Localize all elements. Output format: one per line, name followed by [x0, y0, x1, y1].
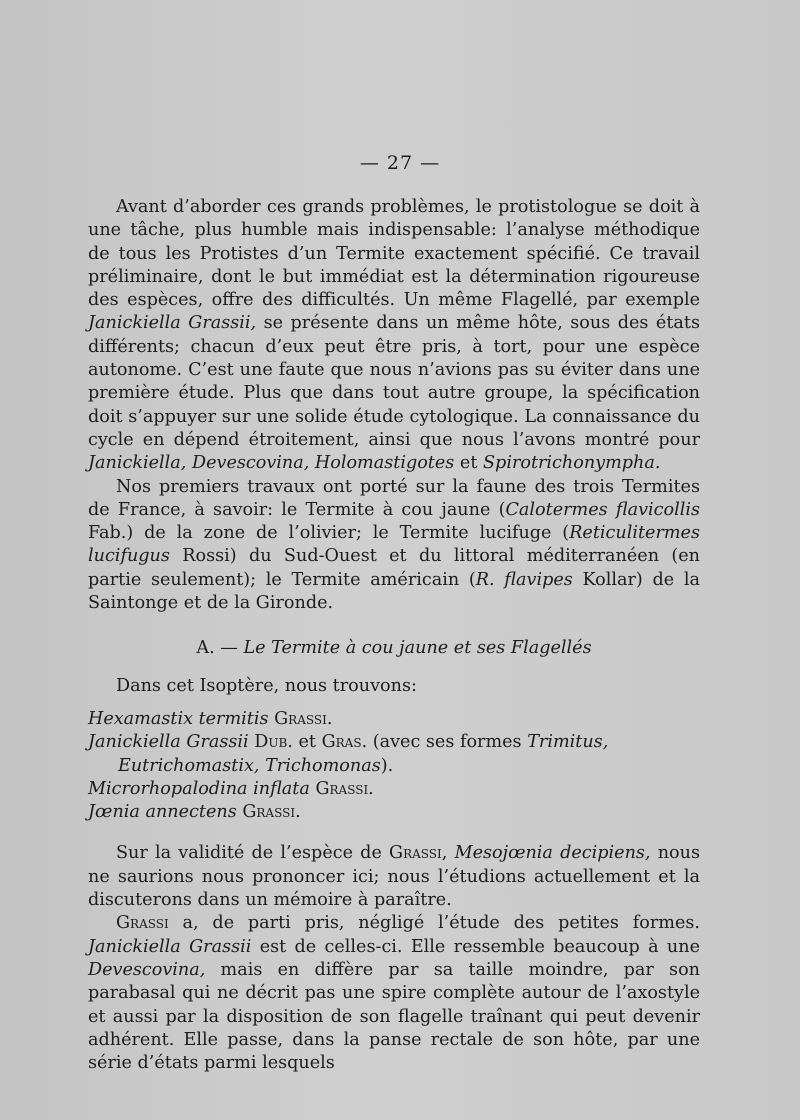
- paragraph-2: [88, 476, 700, 616]
- text-run: Sur la validité de l’espèce de: [116, 843, 390, 864]
- species-item: [88, 801, 700, 824]
- text-run: Kollar) de la Saintonge et de la Gironde.: [88, 569, 700, 614]
- text-run: se présente dans un même hôte, sous des états différents; chacun d’eux peut être pris, à tort, pour une espèce autonome. C’est une faute que nous n’avions pas su éviter dans une première étude. Plus que dans tout autre groupe, la spécification doit s’appuyer sur une solide étude cytologique. La connaissance du cycle en dépend étroitement, ainsi que nous l’avons montré pour: [88, 313, 700, 450]
- species-author: Grassi.: [242, 802, 301, 823]
- text-run: nous ne saurions nous prononcer ici; nous l’étudions actuellement et la discuterons dans un mémoire à paraître.: [88, 843, 701, 911]
- italic-run: Mesojœnia decipiens,: [454, 843, 651, 864]
- paragraph-3: [88, 842, 700, 912]
- species-name: Janickiella Grassii: [88, 732, 249, 753]
- species-author: Grassi.: [315, 778, 374, 799]
- text-run: mais en diffère par sa taille moindre, par son parabasal qui ne décrit pas une spire complète autour de l’axostyle et aussi par la disposition de son flagelle traînant qui peut devenir adhérent. Elle passe, dans la panse rectale de son hôte, par une série d’états parmi lesquels: [88, 959, 700, 1074]
- italic-run: Reticulitermes lucifugus: [88, 523, 700, 567]
- text-run: Rossi) du Sud-Ouest et du littoral méditerranéen (en partie seulement); le Termite américain (: [88, 546, 700, 590]
- text-run: Nos premiers travaux ont porté sur la faune des trois Termites de France, à savoir: le Termite à cou jaune (: [88, 476, 700, 520]
- section-title: Le Termite à cou jaune et ses Flagellés: [243, 638, 592, 659]
- text-run: [447, 843, 454, 863]
- species-name: Hexamastix termitis: [88, 708, 269, 729]
- section-letter: A. —: [196, 638, 244, 659]
- italic-run: Spirotrichonympha.: [483, 453, 661, 474]
- italic-run: Janickiella Grassii,: [88, 313, 257, 334]
- paragraph-4: [88, 912, 700, 1075]
- species-item: [88, 708, 700, 731]
- species-author: Dub.: [254, 732, 293, 753]
- text-run: et: [454, 453, 483, 474]
- paragraph-1: [88, 196, 700, 476]
- italic-run: R. flavipes: [475, 569, 573, 590]
- species-name: Jœnia annectens: [88, 802, 237, 823]
- text-run: (avec ses formes: [367, 732, 528, 753]
- text-run: Fab.) de la zone de l’olivier; le Termite lucifuge (: [88, 523, 570, 544]
- italic-run: Devescovina,: [88, 959, 206, 980]
- italic-run: Janickiella, Devescovina, Holomastigotes: [88, 453, 455, 474]
- text-run: est de celles-ci. Elle ressemble beaucoup à une: [251, 936, 700, 957]
- small-caps-run: Grassi,: [389, 843, 448, 864]
- section-heading: [88, 637, 700, 660]
- italic-run: Janickiella Grassii: [88, 936, 252, 957]
- species-item: [88, 778, 700, 801]
- text-run: ).: [380, 755, 394, 776]
- body-text: [88, 196, 700, 1075]
- text-run: et: [292, 732, 322, 753]
- small-caps-run: Grassi: [116, 913, 169, 934]
- italic-run: Trimitus, Eutrichomastix, Trichomonas: [118, 732, 609, 776]
- species-list: [88, 708, 700, 824]
- species-name: Microrhopalodina inflata: [88, 778, 310, 799]
- page-number: — 27 —: [359, 152, 441, 174]
- text-run: a, de parti pris, négligé l’étude des petites formes.: [168, 913, 700, 934]
- intro-line: Dans cet Isoptère, nous trouvons:: [116, 675, 417, 696]
- italic-run: Calotermes flavicollis: [505, 499, 700, 520]
- text-run: Avant d’aborder ces grands problèmes, le protistologue se doit à une tâche, plus humble mais indispensable: l’analyse méthodique de tous les Protistes d’un Termite exactement spécifié. Ce travail préliminaire, dont le but immédiat est la détermination rigoureuse des espèces, offre des difficultés. Un même Flagellé, par exemple: [88, 197, 700, 311]
- species-author: Grassi.: [274, 708, 333, 729]
- small-caps-run: Gras.: [321, 732, 368, 753]
- species-item: [88, 731, 700, 778]
